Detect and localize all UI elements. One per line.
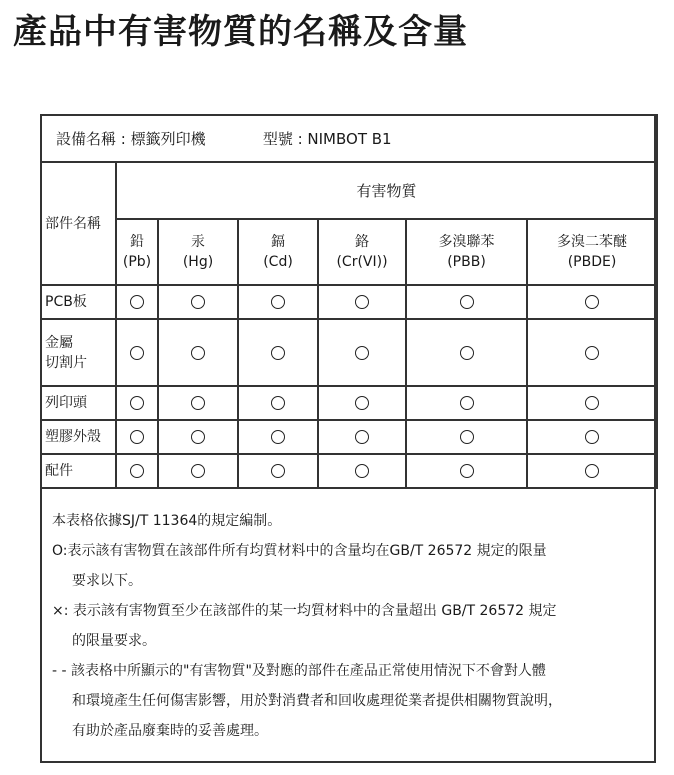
note-standard: 本表格依據SJ/T 11364的規定編制。 — [52, 513, 282, 529]
part-name-header: 部件名稱 — [41, 162, 116, 285]
compliant-circle-icon — [191, 346, 205, 360]
substance-header-pbb: 多溴聯苯 (PBB) — [406, 219, 527, 285]
note-o-legend-cont: 要求以下。 — [72, 573, 142, 589]
compliant-circle-icon — [191, 464, 205, 478]
note-x-legend-cont: 的限量要求。 — [72, 633, 156, 649]
compliant-circle-icon — [130, 464, 144, 478]
compliant-circle-icon — [271, 430, 285, 444]
compliant-circle-icon — [191, 396, 205, 410]
substance-header-cd: 鎘 (Cd) — [238, 219, 318, 285]
device-info-row — [41, 115, 657, 162]
compliant-circle-icon — [460, 396, 474, 410]
compliant-circle-icon — [460, 464, 474, 478]
device-name: 設備名稱 : 標籤列印機 — [56, 129, 206, 148]
compliant-circle-icon — [585, 430, 599, 444]
compliant-circle-icon — [271, 346, 285, 360]
note-o-legend: O:表示該有害物質在該部件所有均質材料中的含量均在GB/T 26572 規定的限量 — [52, 543, 547, 559]
table-row — [41, 420, 657, 454]
compliant-circle-icon — [130, 430, 144, 444]
compliant-circle-icon — [130, 396, 144, 410]
compliant-circle-icon — [355, 430, 369, 444]
compliant-circle-icon — [585, 464, 599, 478]
compliant-circle-icon — [585, 295, 599, 309]
compliant-circle-icon — [130, 295, 144, 309]
compliant-circle-icon — [355, 346, 369, 360]
table-row — [41, 319, 657, 386]
substance-header-cr: 鉻 (Cr(VI)) — [318, 219, 406, 285]
substance-header-hg: 汞 (Hg) — [158, 219, 238, 285]
compliant-circle-icon — [585, 396, 599, 410]
hazardous-substance-table — [40, 114, 658, 489]
table-row — [41, 454, 657, 488]
part-name-cell: 列印頭 — [41, 386, 116, 420]
compliant-circle-icon — [460, 346, 474, 360]
part-name-cell: 配件 — [41, 454, 116, 488]
compliant-circle-icon — [585, 346, 599, 360]
part-name-cell: PCB板 — [41, 285, 116, 319]
part-name-cell: 金屬 切割片 — [41, 319, 116, 386]
note-disclaimer-end: 有助於產品廢棄時的妥善處理。 — [72, 723, 268, 739]
note-x-legend: ×: 表示該有害物質至少在該部件的某一均質材料中的含量超出 GB/T 26572 規定 — [52, 603, 557, 619]
page-title: 產品中有害物質的名稱及含量 — [13, 12, 468, 52]
part-name-cell: 塑膠外殼 — [41, 420, 116, 454]
note-disclaimer-cont: 和環境產生任何傷害影響，用於對消費者和回收處理從業者提供相關物質說明， — [72, 693, 562, 709]
hazardous-substances-header: 有害物質 — [116, 162, 657, 219]
compliant-circle-icon — [355, 396, 369, 410]
device-model: 型號 : NIMBOT B1 — [262, 129, 392, 148]
note-disclaimer: - - 該表格中所顯示的"有害物質"及對應的部件在產品正常使用情況下不會對人體 — [52, 663, 546, 679]
substance-header-pb: 鉛 (Pb) — [116, 219, 158, 285]
compliant-circle-icon — [355, 295, 369, 309]
table-row — [41, 386, 657, 420]
notes-section — [52, 506, 650, 746]
compliant-circle-icon — [460, 430, 474, 444]
compliant-circle-icon — [191, 295, 205, 309]
compliant-circle-icon — [271, 295, 285, 309]
table-row — [41, 285, 657, 319]
compliant-circle-icon — [271, 464, 285, 478]
compliant-circle-icon — [355, 464, 369, 478]
compliant-circle-icon — [271, 396, 285, 410]
compliant-circle-icon — [130, 346, 144, 360]
compliant-circle-icon — [460, 295, 474, 309]
compliant-circle-icon — [191, 430, 205, 444]
substance-header-pbde: 多溴二苯醚 (PBDE) — [527, 219, 657, 285]
